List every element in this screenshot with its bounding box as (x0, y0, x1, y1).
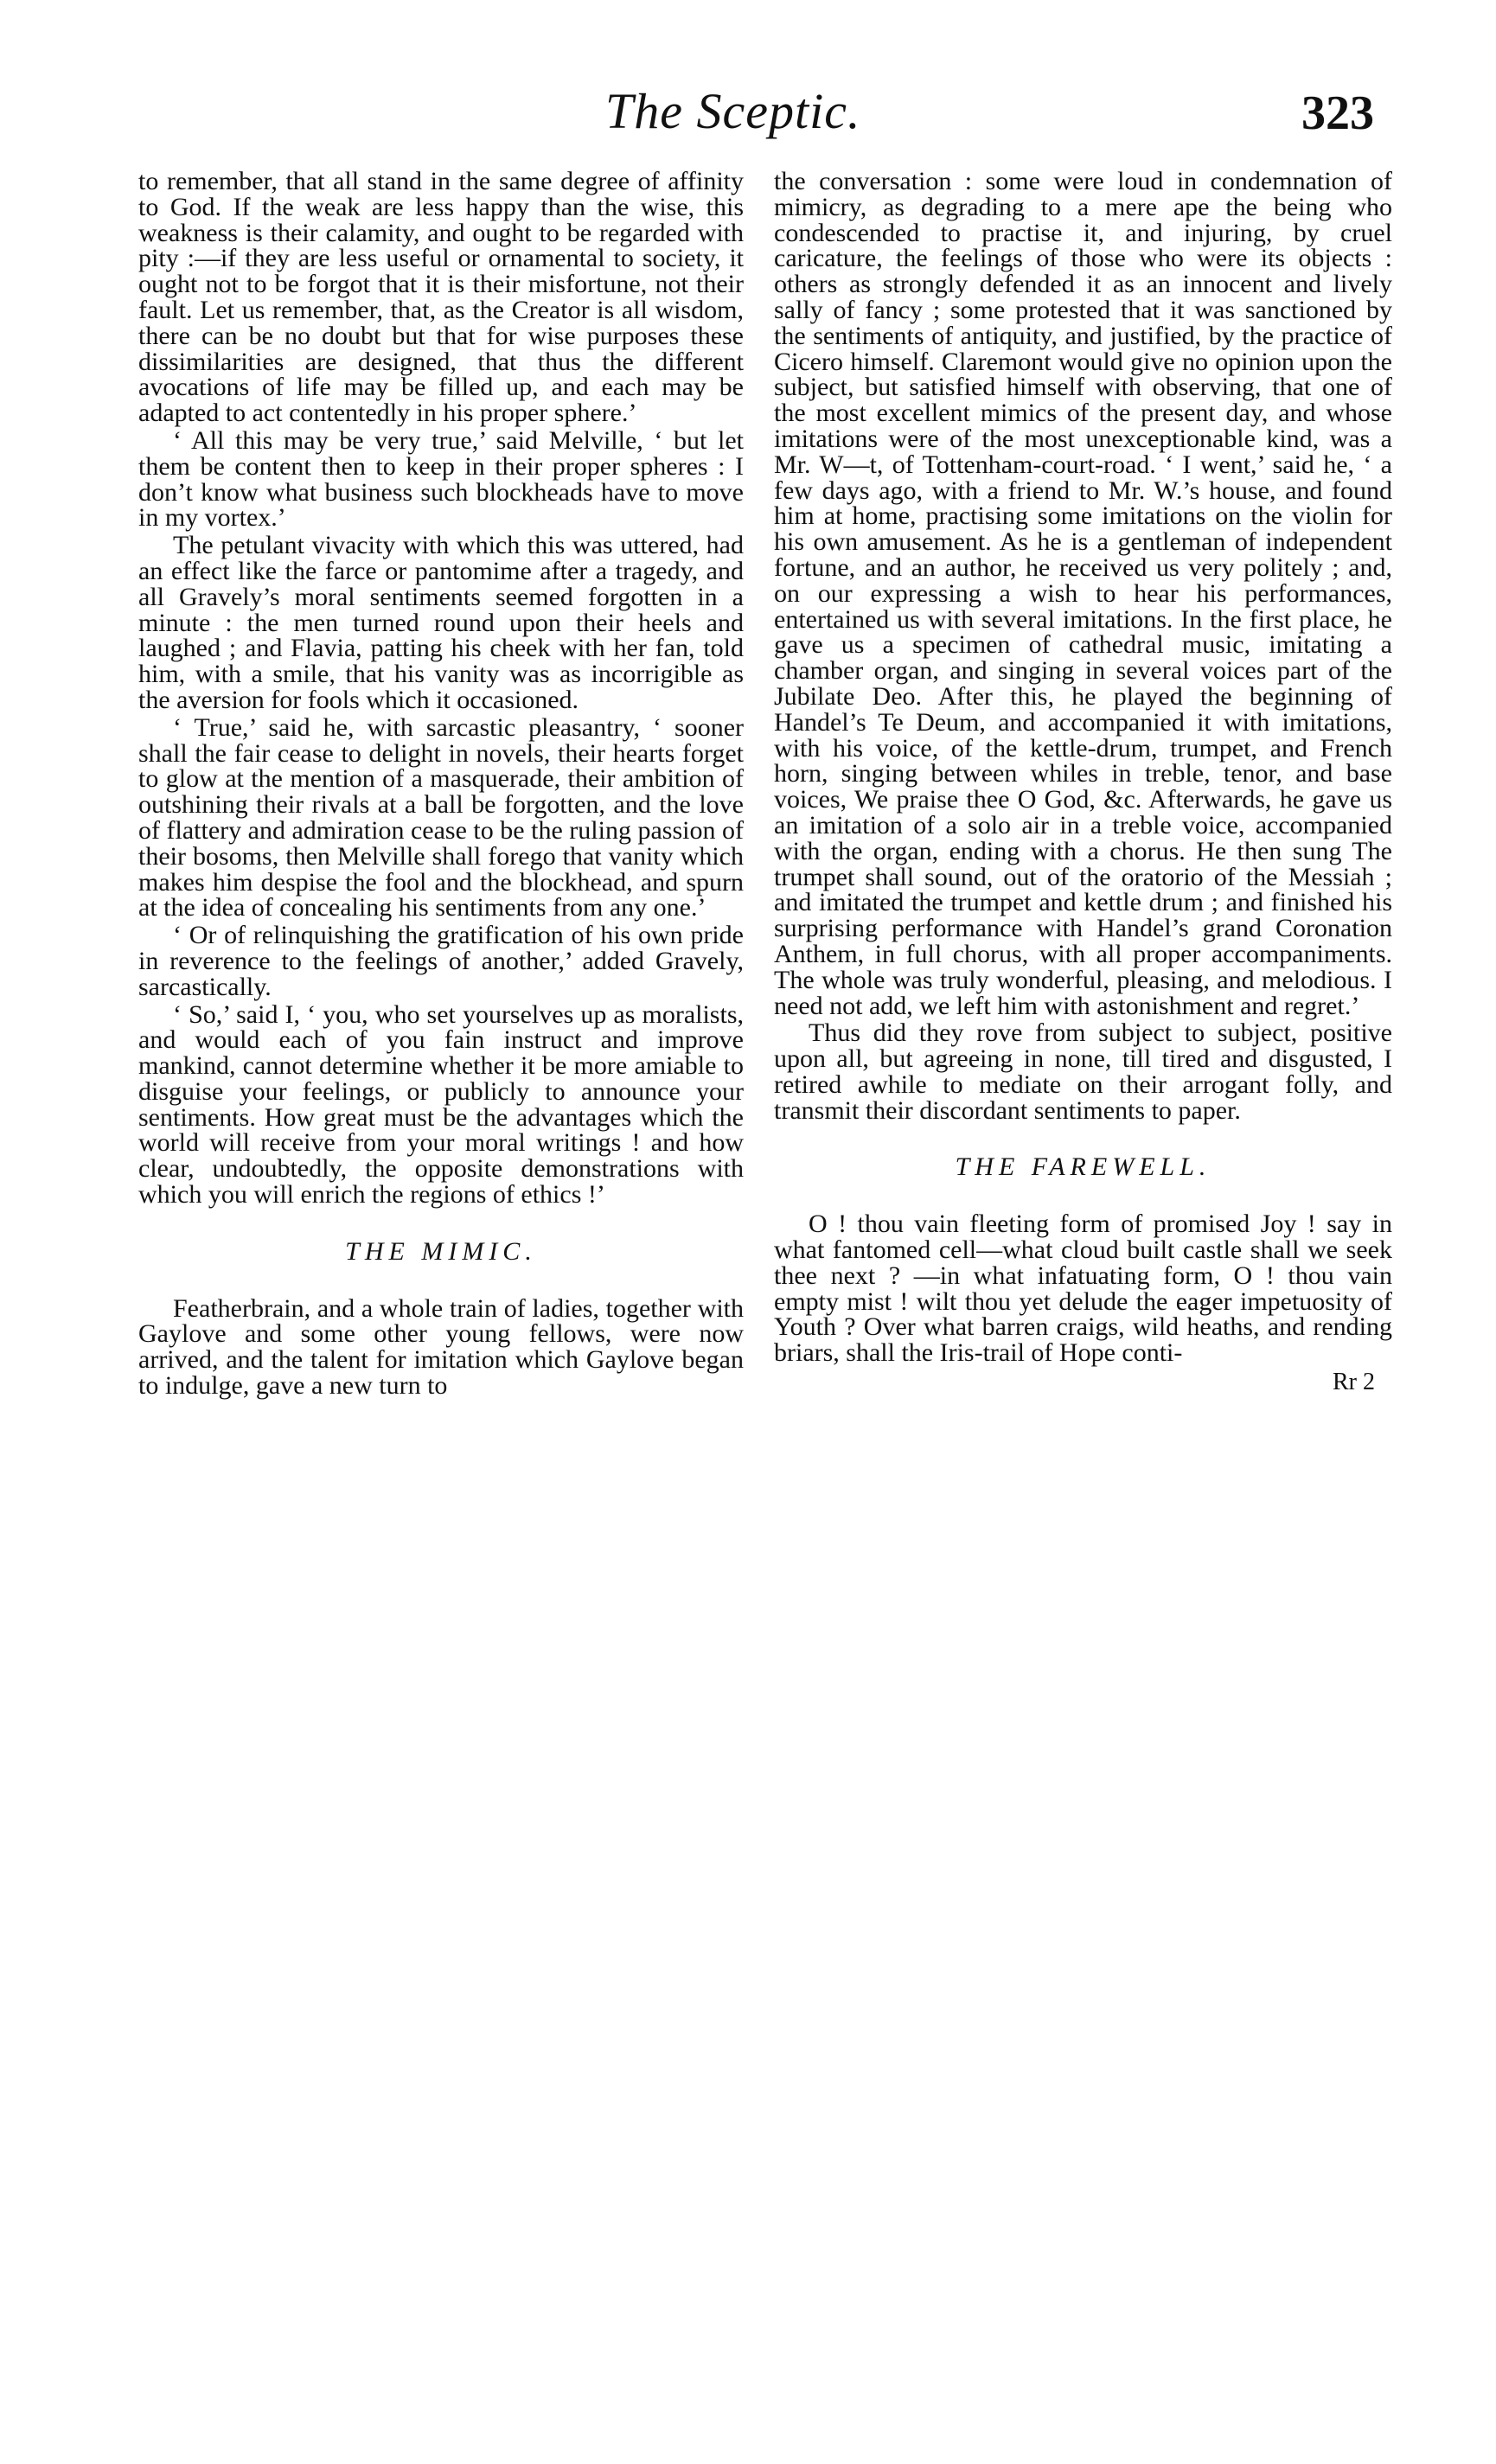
paragraph: Thus did they rove from subject to subject, positive upon all, but agreeing in none, till tired and disgusted, I retired awhile to mediate on their arrogant folly, and transmit their discordant sentiments to paper. (774, 1018, 1392, 1125)
paragraph: O ! thou vain fleeting form of promised Joy ! say in what fantomed cell—what cloud built castle shall we seek thee next ? —in what infatuating form, O ! thou vain empty mist ! wilt thou yet delude the eager impetuosity of Youth ? Over what barren craigs, wild heaths, and rending briars, shall the Iris-trail of Hope conti- (774, 1210, 1392, 1368)
page-number: 323 (1301, 86, 1374, 140)
left-column (138, 169, 744, 1401)
right-column (774, 169, 1392, 1395)
paragraph: ‘ All this may be very true,’ said Melville, ‘ but let them be content then to keep in their proper spheres : I don’t know what business such blockheads have to move in my vortex.’ (138, 425, 744, 533)
paragraph: Featherbrain, and a whole train of ladies, together with Gaylove and some other young fellows, were now arrived, and the talent for imitation which Gaylove began to indulge, gave a new turn to (138, 1293, 744, 1401)
section-heading-mimic: THE MIMIC. (345, 1236, 537, 1266)
page-header (0, 82, 1496, 160)
paragraph: The petulant vivacity with which this was uttered, had an effect like the farce or pantomime after a tragedy, and all Gravely’s moral sentiments seemed forgotten in a minute : the men turned round upon their heels and laughed ; and Flavia, patting his cheek with her fan, told him, with a smile, that his vanity was as incorrigible as the aversion for fools which it occasioned. (138, 531, 744, 714)
section-heading-farewell: THE FAREWELL. (955, 1152, 1212, 1182)
paragraph: ‘ So,’ said I, ‘ you, who set yourselves up as moralists, and would each of you fain instruct and improve mankind, cannot determine whether it be more amiable to disguise your feelings, or publicly to announce your sentiments. How great must be the advantages which the world will receive from your moral writings ! and how clear, undoubtedly, the opposite demonstrations with which you will enrich the regions of ethics !’ (138, 999, 744, 1210)
paragraph: to remember, that all stand in the same degree of affinity to God. If the weak are less happy than the wise, this weakness is their calamity, and ought to be regarded with pity :—if they are less useful or ornamental to society, it ought not to be forgot that it is their misfortune, not their fault. Let us remember, that, as the Creator is all wisdom, there can be no doubt but that for wise purposes these dissimilarities are designed, that thus the different avocations of life may be filled up, and each may be adapted to act contentedly in his proper sphere.’ (138, 167, 744, 428)
paragraph: the conversation : some were loud in condemnation of mimicry, as degrading to a mere ape the being who condescended to practise it, and injuring, by cruel caricature, the feelings of those who were its objects : others as strongly defended it as an innocent and lively sally of fancy ; some protested that it was sanctioned by the sentiments of antiquity, and justified, by the practice of Cicero himself. Claremont would give no opinion upon the subject, but satisfied himself with observing, that one of the most excellent mimics of the present day, and whose imitations were of the most unexceptionable kind, was a Mr. W—t, of Tottenham-court-road. ‘ I went,’ said he, ‘ a few days ago, with a friend to Mr. W.’s house, and found him at home, practising some imitations on the violin for his own amusement. As he is a gentleman of independent fortune, and an author, he received us very politely ; and, on our expressing a wish to hear his performances, entertained us with several imitations. In the first place, he gave us a specimen of cathedral music, imitating a chamber organ, and singing in several voices part of the Jubilate Deo. After this, he played the beginning of Handel’s Te Deum, and accompanied it with imitations, with his voice, of the kettle-drum, trumpet, and French horn, singing between whiles in treble, tenor, and base voices, We praise thee O God, &c. Afterwards, he gave us an imitation of a solo air in a treble voice, accompanied with the organ, ending with a chorus. He then sung The trumpet shall sound, out of the oratorio of the Messiah ; and imitated the trumpet and kettle drum ; and finished his surprising performance with Handel’s grand Coronation Anthem, in full chorus, with all proper accompaniments. The whole was truly wonderful, pleasing, and melodious. I need not add, we left him with astonishment and regret.’ (774, 167, 1392, 1020)
running-title: The Sceptic. (605, 83, 861, 139)
signature-mark: Rr 2 (1333, 1369, 1375, 1396)
paragraph: ‘ True,’ said he, with sarcastic pleasantry, ‘ sooner shall the fair cease to delight in novels, their hearts forget to glow at the mention of a masquerade, their ambition of outshining their rivals at a ball be forgotten, and the love of flattery and admiration cease to be the ruling passion of their bosoms, then Melville shall forego that vanity which makes him despise the fool and the blockhead, and spurn at the idea of concealing his sentiments from any one.’ (138, 712, 744, 922)
paragraph: ‘ Or of relinquishing the gratification of his own pride in reverence to the feelings of another,’ added Gravely, sarcastically. (138, 921, 744, 1001)
